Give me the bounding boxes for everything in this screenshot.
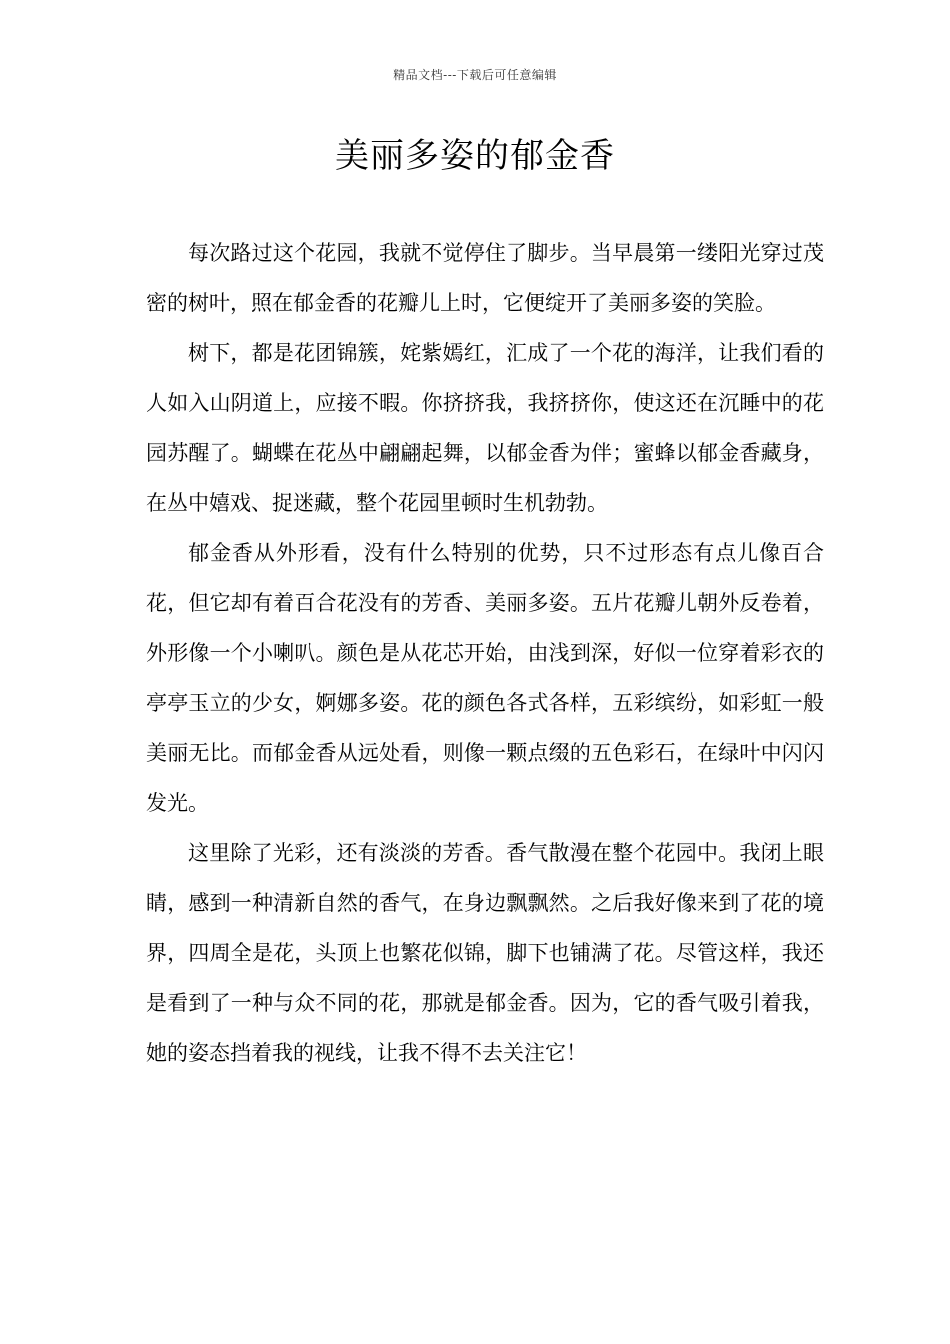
paragraph: 每次路过这个花园，我就不觉停住了脚步。当早晨第一缕阳光穿过茂密的树叶，照在郁金香的花瓣儿上时，它便绽开了美丽多姿的笑脸。: [146, 241, 824, 315]
paragraph: 这里除了光彩，还有淡淡的芳香。香气散漫在整个花园中。我闭上眼睛，感到一种清新自然的香气，在身边飘飘然。之后我好像来到了花的境界，四周全是花，头顶上也繁花似锦，脚下也铺满了花。尽管这样，我还是看到了一种与众不同的花，那就是郁金香。因为，它的香气吸引着我，她的姿态挡着我的视线，让我不得不去关注它！: [146, 841, 824, 1065]
paragraph: 郁金香从外形看，没有什么特别的优势，只不过形态有点儿像百合花，但它却有着百合花没有的芳香、美丽多姿。五片花瓣儿朝外反卷着，外形像一个小喇叭。颜色是从花芯开始，由浅到深，好似一位穿着彩衣的亭亭玉立的少女，婀娜多姿。花的颜色各式各样，五彩缤纷，如彩虹一般美丽无比。而郁金香从远处看，则像一颗点缀的五色彩石，在绿叶中闪闪发光。: [146, 541, 824, 815]
page-title: 美丽多姿的郁金香: [335, 136, 615, 176]
paragraph: 树下，都是花团锦簇，姹紫嫣红，汇成了一个花的海洋，让我们看的人如入山阴道上，应接不暇。你挤挤我，我挤挤你，使这还在沉睡中的花园苏醒了。蝴蝶在花丛中翩翩起舞，以郁金香为伴；蜜蜂以郁金香藏身，在丛中嬉戏、捉迷藏，整个花园里顿时生机勃勃。: [146, 341, 824, 515]
article-body: [146, 228, 824, 1078]
header-note: 精品文档---下载后可任意编辑: [393, 68, 557, 82]
